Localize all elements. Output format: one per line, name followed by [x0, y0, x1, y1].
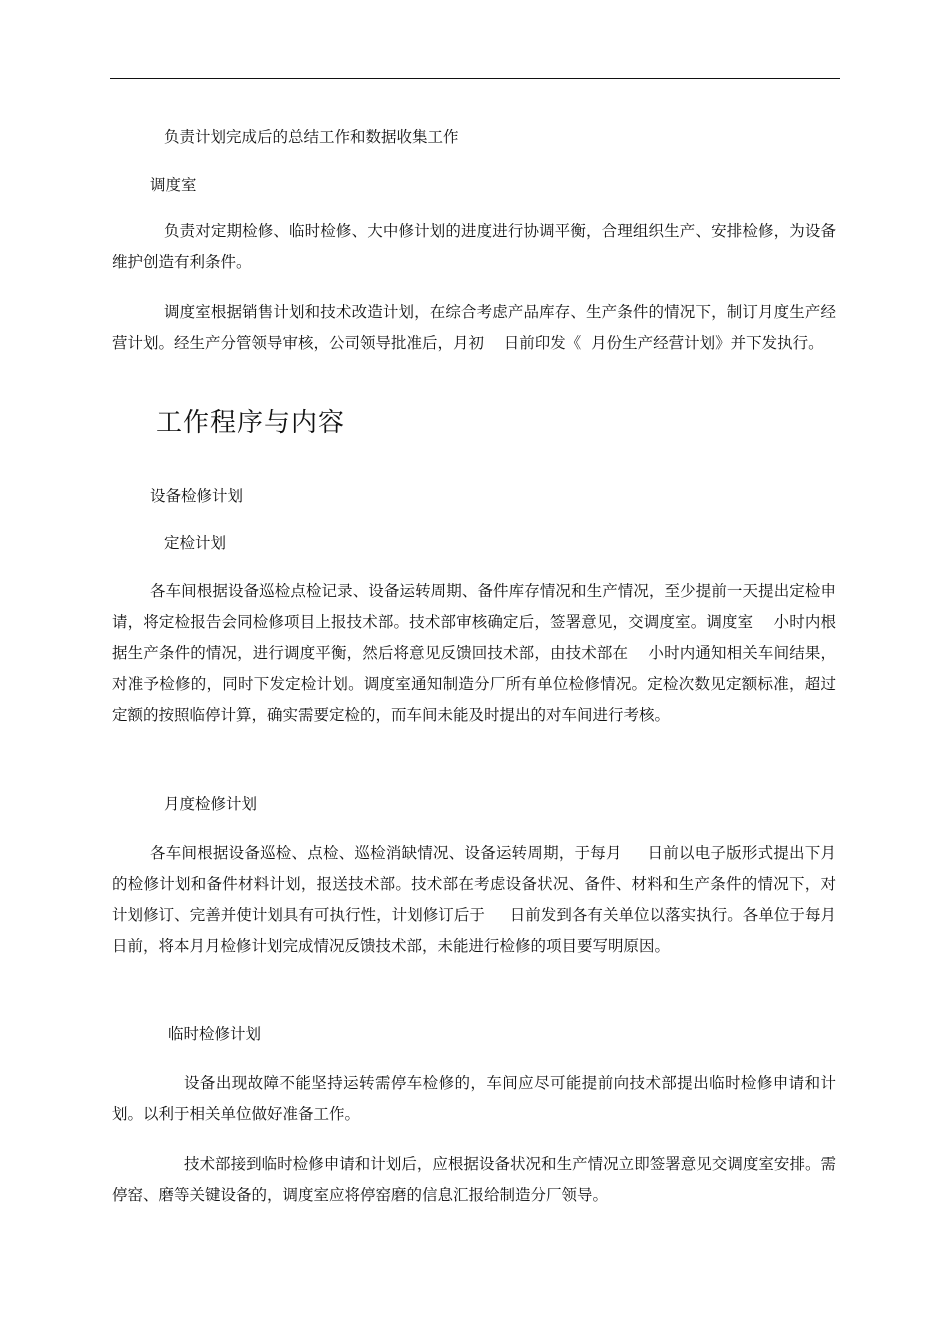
heading-scheduled-inspection-plan: 定检计划 — [164, 534, 227, 552]
paragraph-monthly-production-plan: 调度室根据销售计划和技术改造计划，在综合考虑产品库存、生产条件的情况下，制订月度生产经营计划。经生产分管领导审核，公司领导批准后，月初 日前印发《 月份生产经营计划》并下发执行。 — [112, 303, 836, 352]
header-rule — [110, 78, 840, 79]
heading-monthly-maintenance-plan: 月度检修计划 — [164, 795, 258, 813]
paragraph-temporary-approval: 技术部接到临时检修申请和计划后，应根据设备状况和生产情况立即签署意见交调度室安排。需停窑、磨等关键设备的，调度室应将停窑磨的信息汇报给制造分厂领导。 — [112, 1155, 836, 1204]
paragraph-dispatch-coordination: 负责对定期检修、临时检修、大中修计划的进度进行协调平衡，合理组织生产、安排检修，为设备维护创造有利条件。 — [112, 222, 836, 271]
heading-dispatch-office: 调度室 — [150, 176, 197, 194]
heading-work-procedure: 工作程序与内容 — [156, 408, 346, 438]
paragraph-summary-duty: 负责计划完成后的总结工作和数据收集工作 — [164, 128, 459, 146]
heading-temporary-maintenance-plan: 临时检修计划 — [168, 1025, 262, 1043]
paragraph-scheduled-inspection: 各车间根据设备巡检点检记录、设备运转周期、备件库存情况和生产情况，至少提前一天提出定检申请，将定检报告会同检修项目上报技术部。技术部审核确定后，签署意见，交调度室。调度室 小时内根据生产条件的情况，进行调度平衡，然后将意见反馈回技术部，由技术部在 小时内通知相关车间结果，对准予检修的，同时下发定检计划。调度室通知制造分厂所有单位检修情况。定检次数见定额标准，超过定额的按照临停计算，确实需要定检的，而车间未能及时提出的对车间进行考核。 — [112, 582, 836, 724]
paragraph-temporary-fault: 设备出现故障不能坚持运转需停车检修的，车间应尽可能提前向技术部提出临时检修申请和计划。以利于相关单位做好准备工作。 — [112, 1074, 836, 1123]
heading-equipment-maintenance-plan: 设备检修计划 — [150, 487, 244, 505]
paragraph-monthly-maintenance: 各车间根据设备巡检、点检、巡检消缺情况、设备运转周期，于每月 日前以电子版形式提出下月的检修计划和备件材料计划，报送技术部。技术部在考虑设备状况、备件、材料和生产条件的情况下，对计划修订、完善并使计划具有可执行性，计划修订后于 日前发到各有关单位以落实执行。各单位于每月 日前，将本月月检修计划完成情况反馈技术部，未能进行检修的项目要写明原因。 — [112, 844, 861, 955]
